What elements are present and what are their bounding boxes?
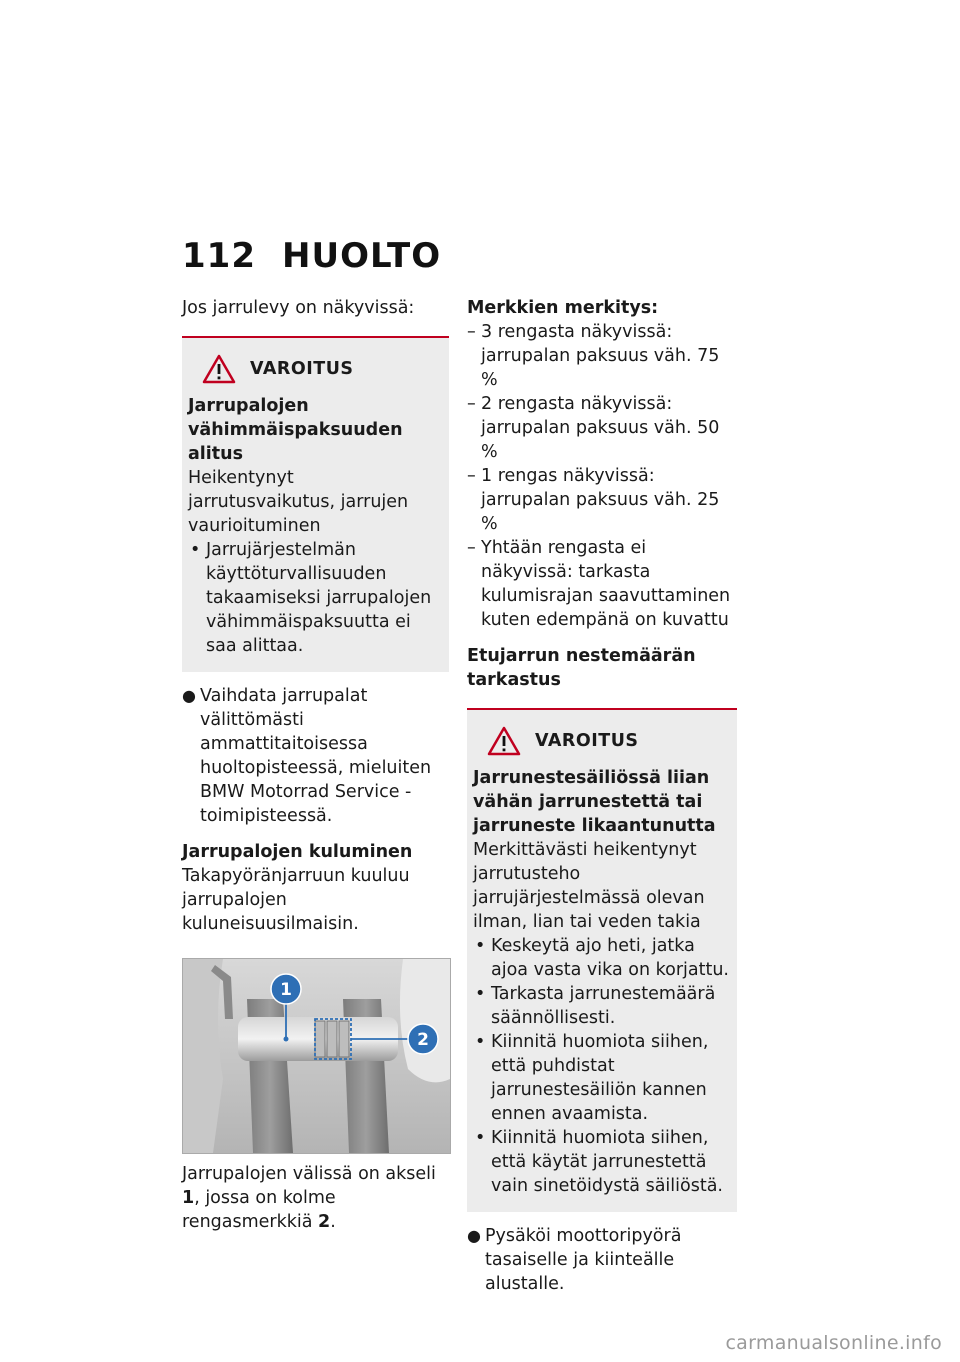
warning-bullet-text: Jarrujärjestelmän käyttöturvallisuuden takaamiseksi jarrupalojen vähimmäispaksuutta ei saa alittaa. (206, 540, 432, 656)
figure-caption (182, 1162, 449, 1234)
caption-text-mid: , jossa on kolme rengasmerkkiä (182, 1188, 336, 1232)
meaning-text: 2 rengasta näkyvissä: jarrupalan paksuus väh. 50 % (481, 394, 720, 462)
dash-mark: – (467, 394, 476, 414)
warning-triangle-icon (202, 354, 236, 384)
footer-watermark: carmanualsonline.info (725, 1332, 942, 1354)
meaning-item (467, 464, 737, 536)
bullet-mark: • (475, 1128, 486, 1148)
warning-box-brake-pads (182, 336, 449, 672)
dash-mark: – (467, 466, 476, 486)
warning-triangle-icon (487, 726, 521, 756)
meaning-text: Yhtään rengasta ei näkyvissä: tarkasta kulumisrajan saavuttaminen kuten edempänä on kuvattu (481, 538, 731, 630)
caption-text-end: . (330, 1212, 336, 1232)
section-title: HUOLTO (282, 236, 442, 276)
callout-1-label: 1 (280, 980, 292, 1000)
bullet-mark: • (475, 1032, 486, 1052)
warning-text: Heikentynyt jarrutusvaikutus, jarrujen vaurioituminen (188, 468, 409, 536)
wear-text: Takapyöränjarruun kuuluu jarrupalojen kuluneisuusilmaisin. (182, 866, 410, 934)
meaning-item (467, 536, 737, 632)
warning-title: Jarrupalojen vähimmäispaksuuden alitus (188, 396, 403, 464)
dash-mark: – (467, 538, 476, 558)
caption-text: Jarrupalojen välissä on akseli (182, 1164, 436, 1184)
warning-bullet (188, 538, 443, 658)
right-column (467, 296, 737, 1296)
warning-label: VAROITUS (250, 359, 354, 379)
meaning-heading: Merkkien merkitys: (467, 298, 659, 318)
meaning-text: 3 rengasta näkyvissä: jarrupalan paksuus väh. 75 % (481, 322, 720, 390)
callout-2-label: 2 (417, 1030, 429, 1050)
left-column (182, 296, 449, 1234)
action-bullet-icon: ● (467, 1226, 481, 1245)
fluid-heading: Etujarrun nestemäärän tarkastus (467, 646, 696, 690)
caption-ref-1: 1 (182, 1188, 195, 1208)
warning-bullet-text: Kiinnitä huomiota siihen, että puhdistat jarrunestesäiliön kannen ennen avaamista. (491, 1032, 709, 1124)
bullet-mark: • (475, 984, 486, 1004)
caption-ref-2: 2 (318, 1212, 331, 1232)
warning-bullet (473, 1126, 731, 1198)
warning-bullet (473, 934, 731, 982)
warning-bullet (473, 1030, 731, 1126)
warning-header (473, 722, 731, 760)
warning-title: Jarrunestesäiliössä liian vähän jarrunestettä tai jarruneste likaantunutta (473, 768, 716, 836)
warning-bullet-text: Tarkasta jarrunestemäärä säännöllisesti. (491, 984, 716, 1028)
wear-heading: Jarrupalojen kuluminen (182, 842, 413, 862)
dash-mark: – (467, 322, 476, 342)
warning-label: VAROITUS (535, 731, 639, 751)
warning-bullet-text: Kiinnitä huomiota siihen, että käytät jarrunestettä vain sinetöidystä säiliöstä. (491, 1128, 723, 1196)
intro-text: Jos jarrulevy on näkyvissä: (182, 298, 415, 318)
warning-box-brake-fluid (467, 708, 737, 1212)
action-step (467, 1224, 737, 1296)
meaning-item (467, 320, 737, 392)
warning-bullet-text: Keskeytä ajo heti, jatka ajoa vasta vika on korjattu. (491, 936, 729, 980)
bullet-mark: • (190, 540, 201, 560)
warning-bullet (473, 982, 731, 1030)
warning-header (188, 350, 443, 388)
bullet-mark: • (475, 936, 486, 956)
action-text: Vaihdata jarrupalat välittömästi ammattitaitoisessa huoltopisteessä, mieluiten BMW Motorrad Service -toimipisteessä. (200, 686, 432, 826)
meaning-item (467, 392, 737, 464)
warning-text: Merkittävästi heikentynyt jarrutusteho jarrujärjestelmässä olevan ilman, lian tai veden takia (473, 840, 705, 932)
page-number: 112 (182, 236, 256, 276)
action-text: Pysäköi moottoripyörä tasaiselle ja kiinteälle alustalle. (485, 1226, 682, 1294)
action-step (182, 684, 449, 828)
brake-pad-illustration (183, 959, 450, 1153)
brake-pad-figure (182, 958, 451, 1154)
meaning-text: 1 rengas näkyvissä: jarrupalan paksuus väh. 25 % (481, 466, 720, 534)
action-bullet-icon: ● (182, 686, 196, 705)
